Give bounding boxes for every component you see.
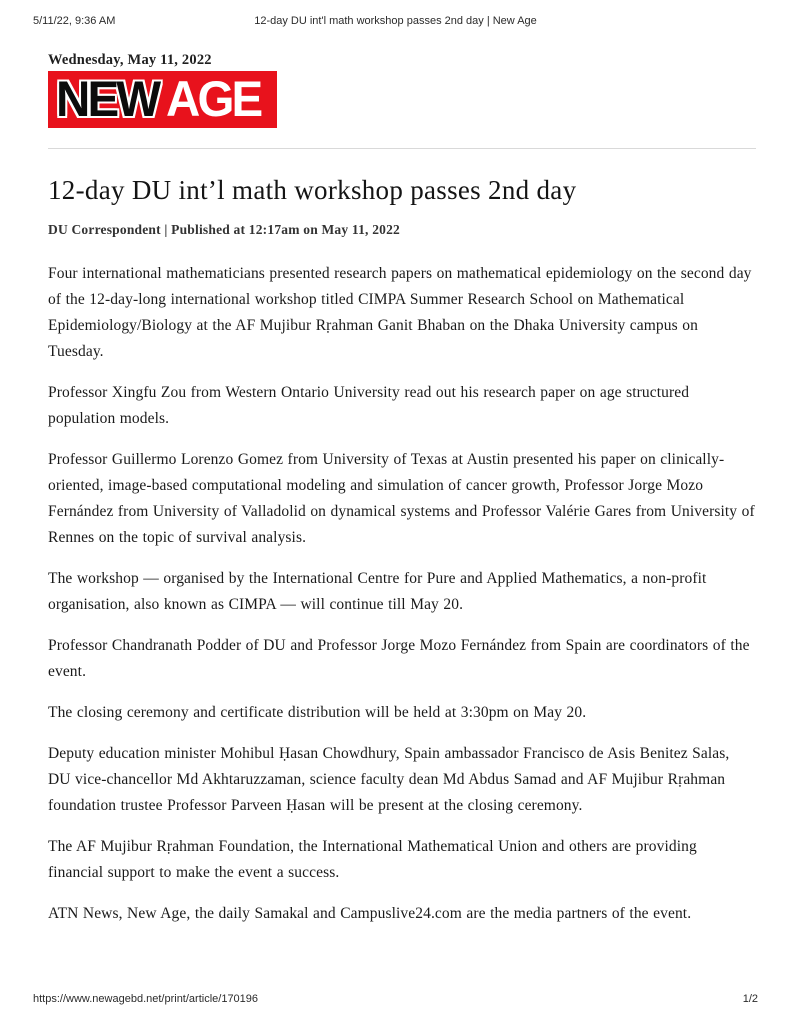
print-footer-page-indicator: 1/2 [742, 993, 758, 1005]
article-paragraph: Four international mathematicians presented research papers on mathematical epidemiology on the second day of the 12-day-long international workshop titled CIMPA Summer Research School on Mathematical Epidemiology/Biology at the AF Mujibur Rṛahman Ganit Bhaban on the Dhaka University campus on Tuesday. [48, 265, 752, 360]
article-paragraph: The AF Mujibur Rṛahman Foundation, the International Mathematical Union and others are providing financial support to make the event a success. [48, 838, 697, 881]
article-paragraph: The closing ceremony and certificate distribution will be held at 3:30pm on May 20. [48, 704, 587, 721]
article-paragraph: Professor Guillermo Lorenzo Gomez from University of Texas at Austin presented his paper on clinically-oriented, image-based computational modeling and simulation of cancer growth, Professor Jorge Mozo Fernández from University of Valladolid on dynamical systems and Professor Valérie Gares from University of Rennes on the topic of survival analysis. [48, 451, 755, 546]
article-paragraph: Professor Chandranath Podder of DU and Professor Jorge Mozo Fernández from Spain are coordinators of the event. [48, 637, 750, 680]
article-body [48, 261, 756, 927]
newage-logo-new-text: NEW [56, 71, 159, 127]
print-footer-url: https://www.newagebd.net/print/article/170196 [33, 993, 259, 1005]
article-content [48, 52, 756, 942]
article-byline: DU Correspondent | Published at 12:17am on May 11, 2022 [48, 222, 400, 237]
article-paragraph: ATN News, New Age, the daily Samakal and Campuslive24.com are the media partners of the event. [48, 905, 692, 922]
newage-logo [48, 71, 277, 128]
article-headline: 12-day DU int’l math workshop passes 2nd day [48, 175, 577, 205]
print-footer [33, 993, 758, 1006]
masthead-date: Wednesday, May 11, 2022 [48, 52, 212, 68]
article-paragraph: The workshop — organised by the International Centre for Pure and Applied Mathematics, a non-profit organisation, also known as CIMPA — will continue till May 20. [48, 570, 707, 613]
print-header-datetime: 5/11/22, 9:36 AM [33, 15, 116, 27]
print-header [33, 15, 758, 28]
article-paragraph: Deputy education minister Mohibul Ḥasan Chowdhury, Spain ambassador Francisco de Asis Benitez Salas, DU vice-chancellor Md Akhtaruzzaman, science faculty dean Md Abdus Samad and AF Mujibur Rṛahman foundation trustee Professor Parveen Ḥasan will be present at the closing ceremony. [48, 745, 730, 814]
print-header-document-title: 12-day DU int'l math workshop passes 2nd day | New Age [254, 15, 537, 27]
masthead-divider [48, 148, 756, 149]
article-paragraph: Professor Xingfu Zou from Western Ontario University read out his research paper on age structured population models. [48, 384, 690, 427]
newage-logo-age-text: AGE [165, 71, 261, 127]
